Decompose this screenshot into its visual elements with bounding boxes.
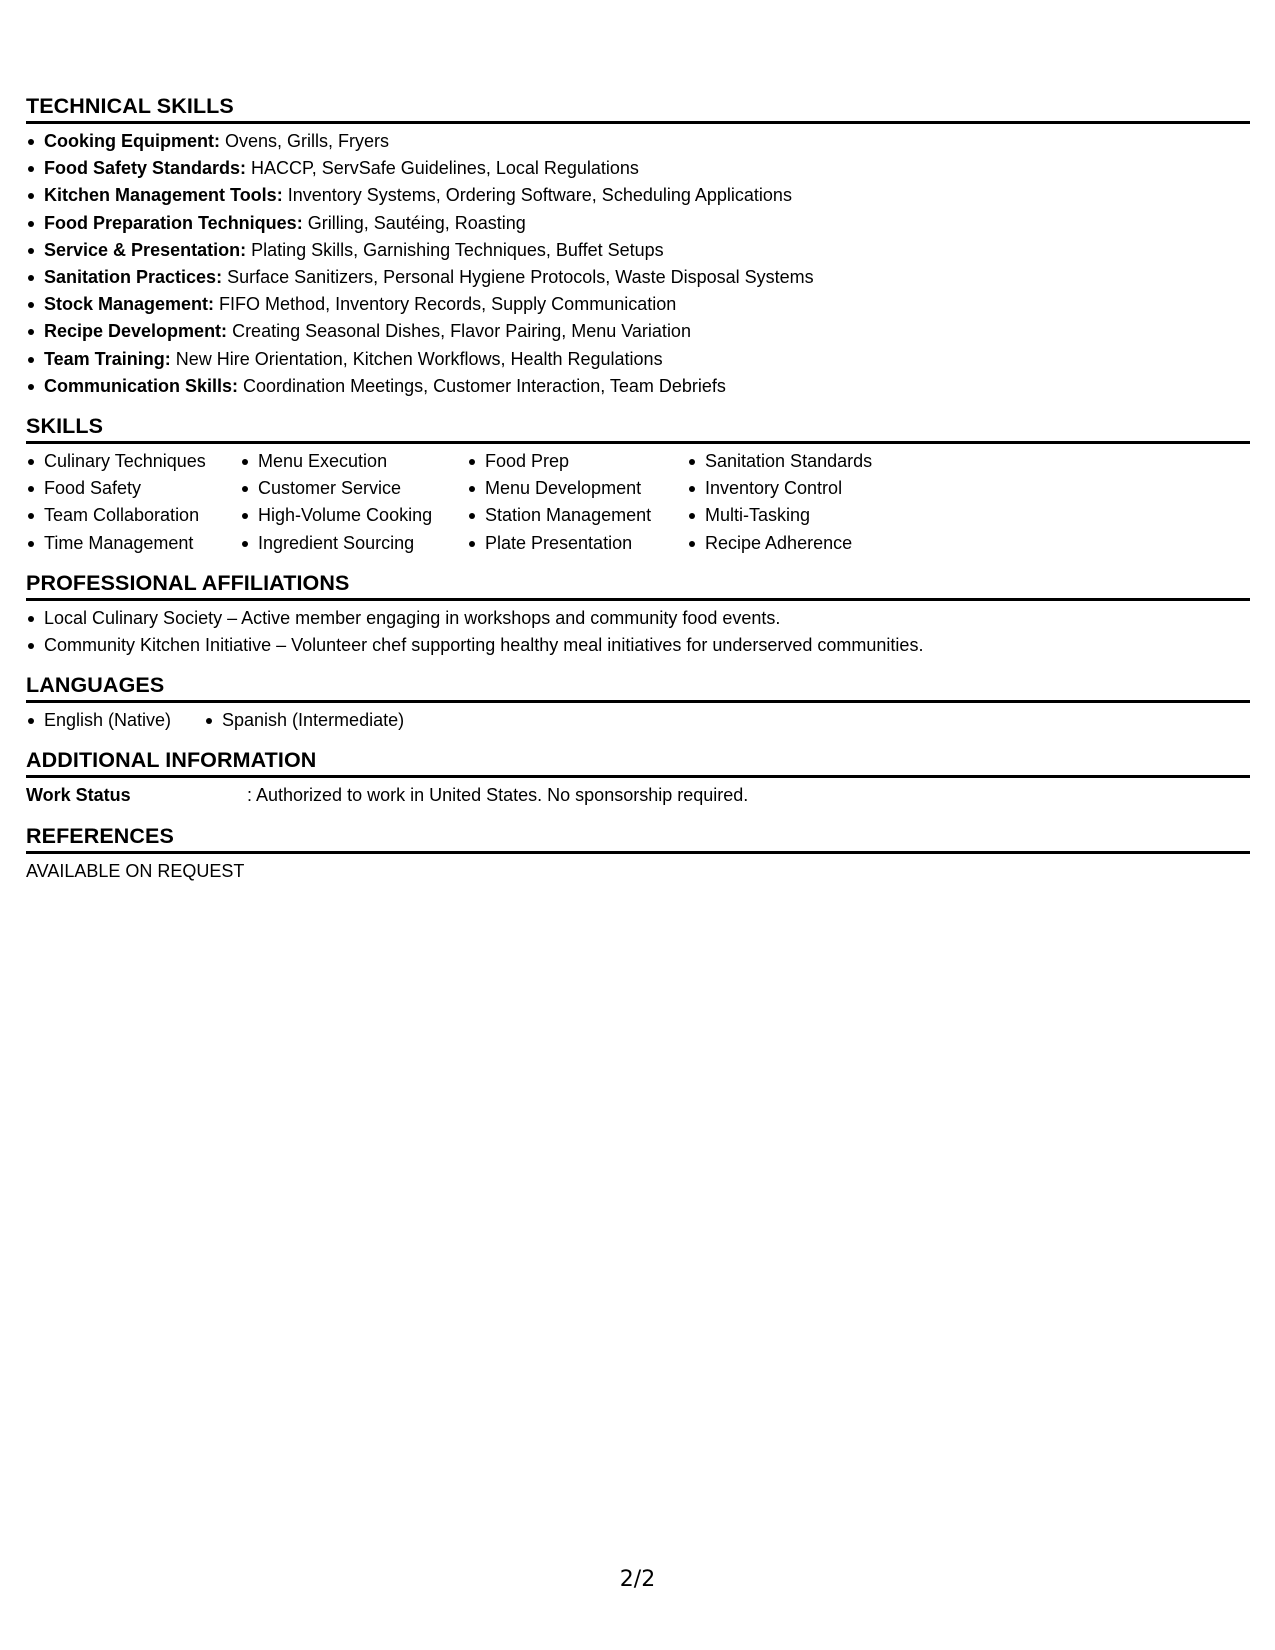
- technical-skill-value: Plating Skills, Garnishing Techniques, Buffet Setups: [246, 239, 664, 260]
- technical-skill-label: Kitchen Management Tools:: [44, 185, 283, 206]
- spacer: [26, 659, 1250, 671]
- skill-item: Time Management: [44, 530, 240, 557]
- section-divider: [26, 598, 1250, 601]
- language-column: [26, 707, 204, 734]
- skill-item: Team Collaboration: [44, 502, 240, 529]
- page-number: 2/2: [619, 1567, 656, 1592]
- section-title-skills: SKILLS: [26, 414, 104, 439]
- technical-skill-label: Cooking Equipment:: [44, 131, 220, 151]
- skill-item: Recipe Adherence: [705, 530, 925, 557]
- skills-list: [485, 448, 687, 557]
- technical-skill-item: [44, 373, 1250, 400]
- skills-column: [26, 448, 240, 557]
- references-section: [26, 822, 1250, 885]
- technical-skill-value: Surface Sanitizers, Personal Hygiene Protocols, Waste Disposal Systems: [222, 267, 814, 288]
- skill-item: Culinary Techniques: [44, 448, 240, 475]
- technical-skill-label: Stock Management:: [44, 294, 215, 315]
- skill-item: Menu Development: [485, 475, 687, 502]
- skills-section: [26, 412, 1250, 569]
- language-item: English (Native): [44, 707, 204, 734]
- technical-skill-item: [44, 346, 1250, 373]
- spacer: [26, 400, 1250, 412]
- technical-skill-value: Creating Seasonal Dishes, Flavor Pairing, Menu Variation: [227, 321, 691, 342]
- skill-item: Station Management: [485, 502, 687, 529]
- skills-list: [258, 448, 467, 557]
- skills-column: [240, 448, 467, 557]
- technical-skill-item: [44, 155, 1250, 182]
- technical-skill-value: Ovens, Grills, Fryers: [219, 131, 389, 151]
- technical-skill-label: Food Preparation Techniques:: [44, 212, 303, 233]
- technical-skill-label: Recipe Development:: [44, 321, 228, 342]
- technical-skills-list: [26, 128, 1250, 400]
- section-title-affiliations: PROFESSIONAL AFFILIATIONS: [26, 570, 350, 595]
- language-item: Spanish (Intermediate): [222, 707, 404, 734]
- skill-item: Menu Execution: [258, 448, 467, 475]
- technical-skill-item: [44, 291, 1250, 318]
- work-status-label: Work Status: [26, 785, 131, 806]
- section-divider: [26, 775, 1250, 778]
- languages-list: [44, 707, 204, 734]
- technical-skill-value: HACCP, ServSafe Guidelines, Local Regulations: [246, 158, 639, 179]
- technical-skill-value: FIFO Method, Inventory Records, Supply Communication: [214, 294, 677, 315]
- skills-list: [705, 448, 925, 557]
- languages-row: [26, 707, 1250, 734]
- skills-list: [44, 448, 240, 557]
- technical-skill-label: Food Safety Standards:: [44, 158, 247, 179]
- skill-item: Food Prep: [485, 448, 687, 475]
- languages-list: [222, 707, 404, 734]
- technical-skill-value: Grilling, Sautéing, Roasting: [302, 212, 526, 233]
- technical-skill-item: [44, 182, 1250, 209]
- affiliations-list: [26, 605, 1250, 659]
- technical-skill-value: Inventory Systems, Ordering Software, Scheduling Applications: [282, 185, 792, 206]
- section-title-references: REFERENCES: [26, 823, 174, 848]
- skill-item: Multi-Tasking: [705, 502, 925, 529]
- affiliation-item: Community Kitchen Initiative – Volunteer chef supporting healthy meal initiatives for underserved communities.: [44, 632, 1250, 659]
- technical-skills-section: [26, 92, 1250, 412]
- affiliation-item: Local Culinary Society – Active member engaging in workshops and community food events.: [44, 605, 1250, 632]
- spacer: [26, 734, 1250, 746]
- skill-item: Sanitation Standards: [705, 448, 925, 475]
- skill-item: High-Volume Cooking: [258, 502, 467, 529]
- technical-skill-item: [44, 210, 1250, 237]
- section-title-additional-information: ADDITIONAL INFORMATION: [26, 748, 317, 773]
- technical-skill-item: [44, 318, 1250, 345]
- technical-skill-item: [44, 237, 1250, 264]
- section-divider: [26, 851, 1250, 854]
- technical-skill-value: Coordination Meetings, Customer Interaction, Team Debriefs: [238, 375, 726, 396]
- section-title-technical-skills: TECHNICAL SKILLS: [26, 94, 234, 118]
- spacer: [26, 557, 1250, 569]
- technical-skill-item: [44, 128, 1250, 155]
- section-title-languages: LANGUAGES: [26, 673, 165, 698]
- skill-item: Food Safety: [44, 475, 240, 502]
- languages-section: [26, 671, 1250, 746]
- technical-skill-item: [44, 264, 1250, 291]
- language-column: [204, 707, 404, 734]
- section-divider: [26, 121, 1250, 124]
- skills-grid: [26, 448, 1250, 557]
- skill-item: Plate Presentation: [485, 530, 687, 557]
- skill-item: Customer Service: [258, 475, 467, 502]
- skill-item: Ingredient Sourcing: [258, 530, 467, 557]
- skills-column: [467, 448, 687, 557]
- additional-information-section: [26, 746, 1250, 821]
- skill-item: Inventory Control: [705, 475, 925, 502]
- technical-skill-label: Team Training:: [44, 348, 171, 369]
- technical-skill-label: Sanitation Practices:: [44, 267, 223, 288]
- technical-skill-value: New Hire Orientation, Kitchen Workflows, Health Regulations: [170, 348, 663, 369]
- technical-skill-label: Communication Skills:: [44, 375, 239, 396]
- section-divider: [26, 700, 1250, 703]
- resume-content: [26, 92, 1250, 885]
- technical-skill-label: Service & Presentation:: [44, 239, 247, 260]
- work-status-row: [26, 782, 1250, 809]
- section-divider: [26, 441, 1250, 444]
- affiliations-section: [26, 569, 1250, 671]
- spacer: [26, 810, 1250, 822]
- work-status-value: : Authorized to work in United States. No sponsorship required.: [247, 785, 749, 806]
- skills-column: [687, 448, 925, 557]
- references-text: AVAILABLE ON REQUEST: [26, 860, 245, 881]
